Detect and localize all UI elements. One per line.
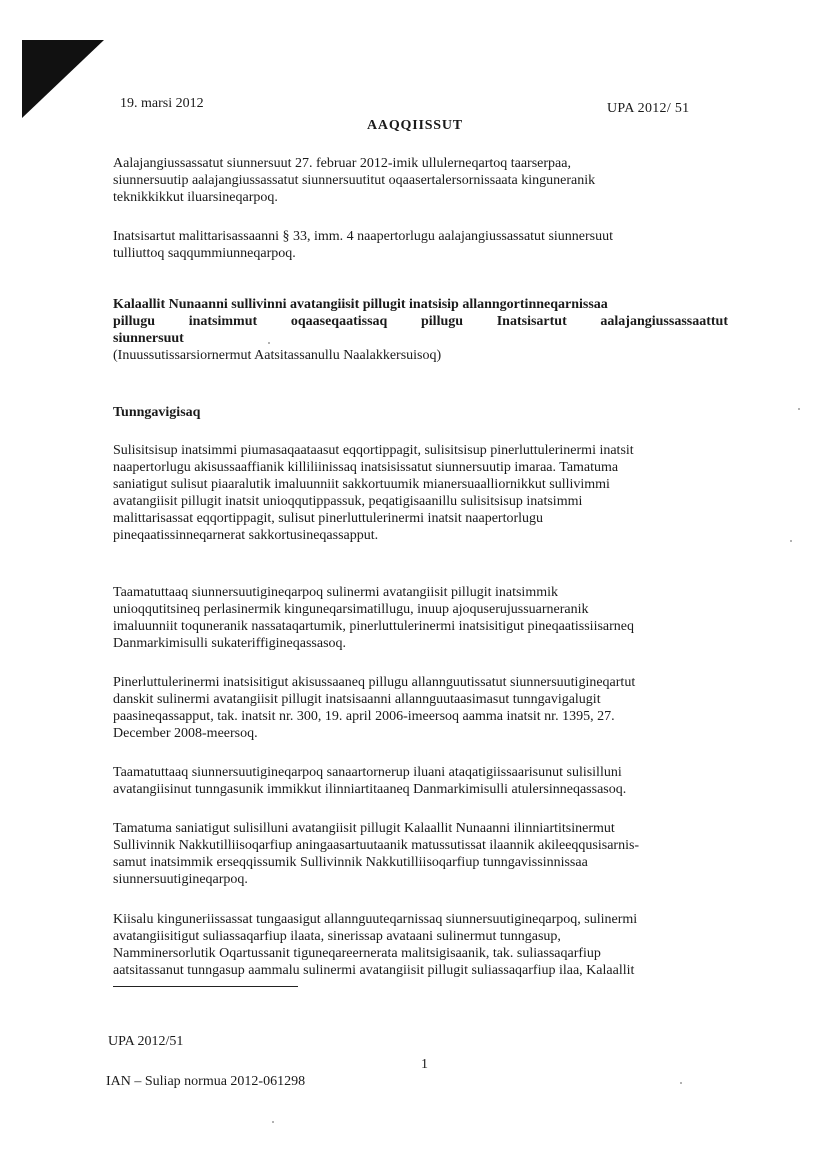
text-line: Inatsisartut malittarisassaanni § 33, imm. 4 naapertorlugu aalajangiussassatut siunnersuut (113, 229, 614, 244)
proposal-heading-line: siunnersuut (113, 331, 184, 346)
document-date: 19. marsi 2012 (120, 96, 204, 111)
scan-speck (268, 342, 270, 344)
text-line: Pinerluttulerinermi inatsisitigut akisussaaneq pillugu allannguutissatut siunnersuutigineqartut (113, 675, 636, 690)
body-paragraph-5 (113, 820, 723, 888)
footer-document-id: IAN – Suliap normua 2012-061298 (106, 1074, 306, 1089)
text-line: saniatigut sulisut piaaralutik imaluunniit sakkortuumik mianersuaalliornikkut sullivimmi (113, 477, 610, 492)
footer-reference: UPA 2012/51 (108, 1034, 184, 1049)
text-line: avatangiisit pillugit inatsit unioqqutippassuk, peqatigisaanillu sulisitsisup inatsimmi (113, 494, 583, 509)
body-paragraph-2 (113, 584, 723, 652)
text-line: imaluunniit toquneranik nassataqartumik, pinerluttulerinermi inatsisitigut pineqaatissiisarneq (113, 619, 635, 634)
scan-speck (272, 1121, 274, 1123)
scan-speck (798, 408, 800, 410)
text-line: Taamatuttaaq siunnersuutigineqarpoq sulinermi avatangiisit pillugit inatsimmik (113, 585, 558, 600)
text-line: Namminersorlutik Oqartussanit tiguneqareernerata malitsigisaanik, tak. suliassaqarfiup (113, 946, 601, 961)
text-line: Aalajangiussassatut siunnersuut 27. februar 2012-imik ullulerneqartoq taarserpaa, (113, 156, 571, 171)
intro-paragraph-1 (113, 155, 723, 206)
scan-speck (790, 540, 792, 542)
section-heading: Tunngavigisaq (113, 405, 201, 420)
text-line: Tamatuma saniatigut sulisilluni avatangiisit pillugit Kalaallit Nunaanni ilinniartitsinermut (113, 821, 615, 836)
text-line: paasineqassapput, tak. inatsit nr. 300, 19. april 2006-imeersoq aamma inatsit nr. 1395, 27. (113, 709, 615, 724)
page-number: 1 (421, 1057, 428, 1072)
body-paragraph-6 (113, 911, 723, 979)
corner-fax-mark (22, 40, 104, 118)
text-line: tulliuttoq saqqummiunneqarpoq. (113, 246, 296, 261)
proposal-heading-line: Kalaallit Nunaanni sullivinni avatangiisit pillugit inatsisip allanngortinneqarnissaa (113, 297, 608, 312)
scan-speck (680, 1082, 682, 1084)
text-line: naapertorlugu akisussaaffianik killiliinissaq inatsisissatut siunnersuutip imaraa. Tamatuma (113, 460, 619, 475)
text-line: siunnersuutip aalajangiussassatut siunnersuutitut oqaasertalersornissaata kinguneranik (113, 173, 596, 188)
text-line: siunnersuutigineqarpoq. (113, 872, 248, 887)
text-line: samut inatsimmik erseqqissumik Sullivinnik Nakkutilliisoqarfiup tunngavissinnissaa (113, 855, 588, 870)
text-line: Sulisitsisup inatsimmi piumasaqaataasut eqqortippagit, sulisitsisup pinerluttulerinermi inatsit (113, 443, 634, 458)
text-line: teknikkikkut iluarsineqarpoq. (113, 190, 278, 205)
body-paragraph-4 (113, 764, 723, 798)
intro-paragraph-2 (113, 228, 723, 262)
body-paragraph-3 (113, 674, 723, 742)
text-line: Sullivinnik Nakkutilliisoqarfiup aningaasartuutaanik matussutissat ilaannik akileeqqusisarnis- (113, 838, 640, 853)
text-line: pineqaatissinneqarnerat sakkortusineqassapput. (113, 528, 379, 543)
body-paragraph-1 (113, 442, 723, 544)
text-line: aatsitassanut tunngasup aammalu sulinermi avatangiisit pillugit suliassaqarfiup ilaa, Kalaallit (113, 963, 635, 978)
proposal-heading (113, 296, 728, 364)
proposal-subtitle: (Inuussutissarsiornermut Aatsitassanullu Naalakkersuisoq) (113, 348, 442, 363)
text-line: avatangiisitigut suliassaqarfiup ilaata, sinerissap avataani sulinermut tunngasup, (113, 929, 561, 944)
document-reference: UPA 2012/ 51 (607, 101, 690, 116)
text-line: Kiisalu kinguneriissassat tungaasigut allannguuteqarnissaq siunnersuutigineqarpoq, sulinermi (113, 912, 638, 927)
document-title: AAQQIISSUT (367, 118, 463, 133)
text-line: malittarisassat eqqortippagit, sulisut pinerluttulerinermi inatsit naapertorlugu (113, 511, 544, 526)
text-line: Taamatuttaaq siunnersuutigineqarpoq sanaartornerup iluani ataqatigiissaarisunut sulisilluni (113, 765, 622, 780)
text-line: Danmarkimisulli sukateriffigineqassasoq. (113, 636, 347, 651)
text-line: avatangiisinut tunngasunik immikkut ilinniartitaaneq Danmarkimisulli atulersinneqassasoq. (113, 782, 627, 797)
text-line: danskit sulinermi avatangiisit pillugit inatsisaanni allannguutaasimasut tunngavigalugit (113, 692, 601, 707)
footnote-divider (113, 986, 298, 987)
text-line: December 2008-meersoq. (113, 726, 258, 741)
proposal-heading-line: pillugu inatsimmut oqaaseqaatissaq pillugu Inatsisartut aalajangiussassaattut (113, 314, 728, 329)
text-line: unioqqutitsineq perlasinermik kinguneqarsimatillugu, inuup ajoquserujussuarneranik (113, 602, 589, 617)
